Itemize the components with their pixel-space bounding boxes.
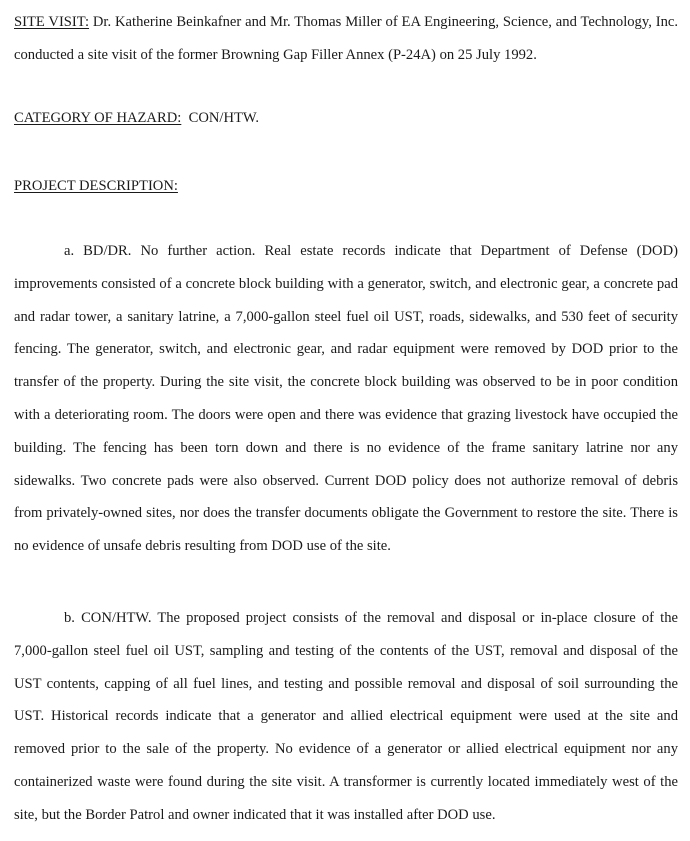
paragraph-a: a. BD/DR. No further action. Real estate records indicate that Department of Defense (DOD) improvements consisted of a concrete block building with a generator, switch, and electronic gear, a concrete pad and radar tower, a sanitary latrine, a 7,000-gallon steel fuel oil UST, roads, sidewalks, and 530 feet of security fencing. The generator, switch, and electronic gear, and radar equipment were removed by DOD prior to the transfer of the property. During the site visit, the concrete block building was observed to be in poor condition with a deteriorating room. The doors were open and there was evidence that grazing livestock have occupied the building. The fencing has been torn down and there is no evidence of the frame sanitary latrine nor any sidewalks. Two concrete pads were also observed. Current DOD policy does not authorize removal of debris from privately-owned sites, nor does the transfer documents obligate the Government to restore the site. There is no evidence of unsafe debris resulting from DOD use of the site. <box>14 243 678 555</box>
site-visit-text: Dr. Katherine Beinkafner and Mr. Thomas Miller of EA Engineering, Science, and Technology, Inc. conducted a site visit of the former Browning Gap Filler Annex (P-24A) on 25 July 1992. <box>14 14 678 63</box>
category-label: CATEGORY OF HAZARD: <box>14 110 182 126</box>
project-description-label: PROJECT DESCRIPTION: <box>14 178 178 194</box>
paragraph-b: b. CON/HTW. The proposed project consists of the removal and disposal or in-place closure of the 7,000-gallon steel fuel oil UST, sampling and testing of the contents of the UST, removal and disposal of the UST contents, capping of all fuel lines, and testing and possible removal and disposal of soil surrounding the UST. Historical records indicate that a generator and allied electrical equipment were used at the site and removed prior to the sale of the property. No evidence of a generator or allied electrical equipment nor any containerized waste were found during the site visit. A transformer is currently located immediately west of the site, but the Border Patrol and owner indicated that it was installed after DOD use. <box>14 610 678 823</box>
project-description-heading <box>14 176 678 196</box>
category-of-hazard <box>14 108 678 128</box>
category-value: CON/HTW. <box>181 110 260 126</box>
site-visit-label: SITE VISIT: <box>14 14 90 30</box>
site-visit-paragraph <box>14 6 678 72</box>
